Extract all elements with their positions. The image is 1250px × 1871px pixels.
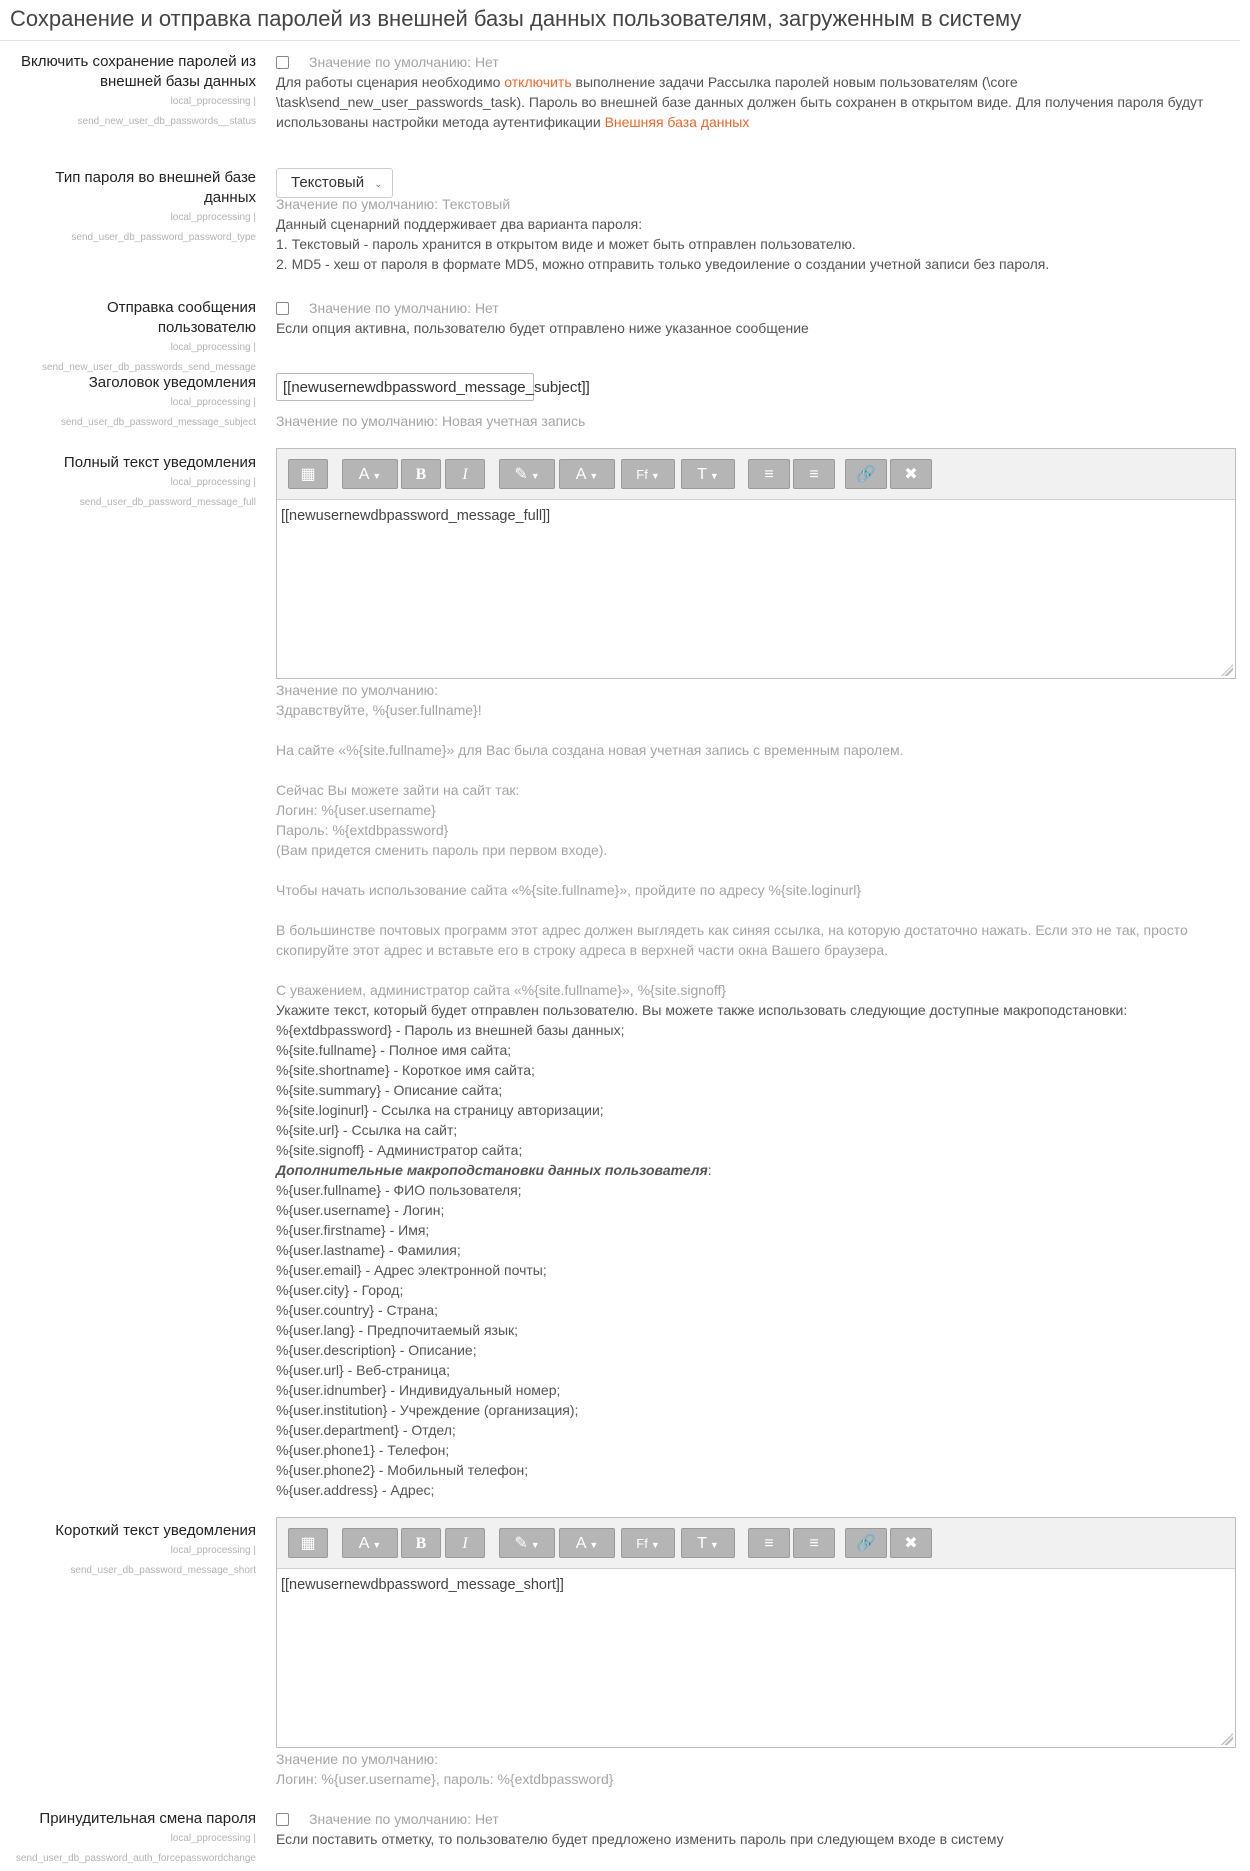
font-size-icon[interactable]: A ▼ bbox=[342, 1528, 398, 1558]
page-title: Сохранение и отправка паролей из внешней базы данных пользователям, загруженным в систему bbox=[0, 0, 1240, 41]
resize-handle[interactable] bbox=[1221, 664, 1233, 676]
font-family-icon[interactable]: Ff ▼ bbox=[621, 1528, 675, 1558]
editor-toolbar bbox=[277, 449, 1235, 500]
setting-label: Заголовок уведомления local_pprocessing | send_user_db_password_message_subject bbox=[60, 374, 256, 428]
ordered-list-icon[interactable]: ≡ bbox=[793, 1528, 835, 1558]
font-family-icon[interactable]: Ff ▼ bbox=[621, 459, 675, 489]
ordered-list-icon[interactable]: ≡ bbox=[793, 459, 835, 489]
italic-icon[interactable]: I bbox=[445, 1528, 485, 1558]
external-db-auth-link[interactable]: Внешняя база данных bbox=[604, 114, 750, 130]
subject-input[interactable]: [[newusernewdbpassword_message_subject]] bbox=[276, 373, 534, 401]
macro-description: Укажите текст, который будет отправлен пользователю. Вы можете также использовать следующие доступные макроподстановки: %{extdbpassword} - Пароль из внешней базы данных; %{site.fullname} - Полное имя сайта; %{site.shortname} - Короткое имя сайта; %{site.summary} - Описание сайта; %{site.loginurl} - Ссылка на страницу авторизации; %{site.url} - Ссылка на сайт; %{site.signoff} - Администратор сайта; Дополнительные макроподстановки данных пользователя: %{user.fullname} - ФИО пользователя; %{user.username} - Логин; %{user.firstname} - Имя; %{user.lastname} - Фамилия; %{user.email} - Адрес электронной почты; %{user.city} - Город; %{user.country} - Страна; %{user.lang} - Предпочитаемый язык; %{user.description} - Описание; %{user.url} - Веб-страница; %{user.idnumber} - Индивидуальный номер; %{user.institution} - Учреждение (организация); %{user.department} - Отдел; %{user.phone1} - Телефон; %{user.phone2} - Мобильный телефон; %{user.address} - Адрес; bbox=[276, 1002, 1128, 1498]
setting-label: Принудительная смена пароля local_pprocessing | send_user_db_password_auth_forcepasswordchange bbox=[15, 1810, 256, 1864]
setting-label: Отправка сообщения пользователю local_pprocessing | send_new_user_db_passwords_send_message bbox=[41, 299, 256, 373]
setting-label: Тип пароля во внешней базе данных local_pprocessing | send_user_db_password_password_type bbox=[55, 169, 256, 243]
bold-icon[interactable]: B bbox=[401, 459, 441, 489]
disable-task-link[interactable]: отключить bbox=[504, 74, 572, 90]
setting-label: Полный текст уведомления local_pprocessing | send_user_db_password_message_full bbox=[63, 454, 256, 508]
short-default-block: Значение по умолчанию: Логин: %{user.username}, пароль: %{extdbpassword} bbox=[276, 1751, 614, 1787]
italic-icon[interactable]: I bbox=[445, 459, 485, 489]
setting-label: Включить сохранение паролей из внешней базы данных local_pprocessing | send_new_user_db_passwords__status bbox=[21, 53, 256, 127]
background-color-icon[interactable]: A ▼ bbox=[559, 1528, 615, 1558]
status-checkbox[interactable] bbox=[276, 56, 289, 69]
bold-icon[interactable]: B bbox=[401, 1528, 441, 1558]
text-color-icon[interactable]: ✎ ▼ bbox=[499, 459, 555, 489]
unlink-icon[interactable]: ✖ bbox=[890, 1528, 932, 1558]
full-text-editor bbox=[276, 448, 1236, 679]
password-type-select[interactable]: Текстовый ⌄ bbox=[276, 168, 393, 198]
font-size-icon[interactable]: A ▼ bbox=[342, 459, 398, 489]
resize-handle[interactable] bbox=[1221, 1733, 1233, 1745]
link-icon[interactable]: 🔗 bbox=[845, 459, 887, 489]
setting-description: Для работы сценария необходимо отключить выполнение задачи Рассылка паролей новым пользователям (\core \task\send_new_user_passwords_task). Пароль во внешней базе данных должен быть сохранен в открытом виде. Для получения пароля будут использованы настройки метода аутентификации Внешняя база данных bbox=[276, 74, 1204, 130]
editor-toolbar bbox=[277, 1518, 1235, 1569]
settings-page: Сохранение и отправка паролей из внешней базы данных пользователям, загруженным в систему Включить сохранение паролей из внешней базы данных local_pprocessing | send_new_user_db_passwords__status Значение по умолчанию: Нет Для работы сценария необходимо отключить выполнение задачи Рассылка паролей новым пользователям (\core \task\send_new_user_passwords_task). Пароль во внешней базе данных должен быть сохранен в открытом виде. Для получения пароля будут использованы настройки метода аутентификации Внешняя база данных Тип пароля во внешней базе данных local_pprocessing | send_user_db_password_password_type Текстовый ⌄ Значение по умолчанию: Текстовый Данный сценарний поддерживает два варианта пароля: 1. Текстовый - пароль хранится в открытом виде и может быть отправлен пользователю. 2. MD5 - хеш от пароля в формате MD5, можно отправить только уведоиление о создании учетной записи без пароля. Отправка сообщения пользователю local_pprocessing | send_new_user_db_passwords_send_message Значение по умолчанию: Нет Если опция активна, пользователю будет отправлено ниже указанное сообщение Заголовок уведомления local_pprocessing | send_user_db_password_message_subject [[newusernewdbpassword_message_subject]] Значение по умолчанию: Новая учетная запись Полный текст уведомления local_pprocessing | send_user_db_password_message_full ▦ A ▼ B I ✎ ▼ A ▼ Ff ▼ T ▼ ≡ ≡ 🔗 ✖ [[newusernewdbpassword_message_full]] Значение по умолчанию: Здравствуйте, %{user.fullname}! На сайте «%{site.fullname}» для Вас была создана новая учетная запись с временным паролем. Сейчас Вы можете зайти на сайт так: Логин: %{user.username} Пароль: %{extdbpassword} (Вам придется сменить пароль при первом входе). Чтобы начать использование сайта «%{site.fullname}», пройдите по адресу %{site.loginurl} В большинстве почтовых программ этот адрес должен выглядеть как синяя ссылка, на которую достаточно нажать. Если это не так, просто скопируйте этот адрес и вставьте его в строку адреса в верхней части окна Вашего браузера. С уважением, администратор сайта «%{site.fullname}», %{site.signoff} Укажите текст, который будет отправлен пользователю. Вы можете также использовать следующие доступные макроподстановки: %{extdbpassword} - Пароль из внешней базы данных; %{site.fullname} - Полное имя сайта; %{site.shortname} - Короткое имя сайта; %{site.summary} - Описание сайта; %{site.loginurl} - Ссылка на страницу авторизации; %{site.url} - Ссылка на сайт; %{site.signoff} - Администратор сайта; Дополнительные макроподстановки данных пользователя: %{user.fullname} - ФИО пользователя; %{user.username} - Логин; %{user.firstname} - Имя; %{user.lastname} - Фамилия; %{user.email} - Адрес электронной почты; %{user.city} - Город; %{user.country} - Страна; %{user.lang} - Предпочитаемый язык; %{user.description} - Описание; %{user.url} - Веб-страница; %{user.idnumber} - Индивидуальный номер; %{user.institution} - Учреждение (организация); %{user.department} - Отдел; %{user.phone1} - Телефон; %{user.phone2} - Мобильный телефон; %{user.address} - Адрес; Короткий текст уведомления local_pprocessing | send_user_db_password_message_short ▦ A ▼ B I ✎ ▼ A ▼ Ff ▼ T ▼ ≡ ≡ 🔗 ✖ [[newusernewdbpassword_message_short]] Значение по умолчанию: Логин: %{user.username}, пароль: %{extdbpassword} Принудительная смена пароля local_pprocessing | send_user_db_password_auth_forcepasswordchange Значение по умолчанию: Нет Если поставить отметку, то пользователю будет предложено изменить пароль при следующем входе в систему bbox=[0, 0, 1250, 1871]
paragraph-style-icon[interactable]: T ▼ bbox=[681, 1528, 735, 1558]
atto-collapse-icon[interactable]: ▦ bbox=[288, 1528, 328, 1558]
paragraph-style-icon[interactable]: T ▼ bbox=[681, 459, 735, 489]
unordered-list-icon[interactable]: ≡ bbox=[748, 1528, 790, 1558]
setting-description: Данный сценарний поддерживает два варианта пароля: 1. Текстовый - пароль хранится в открытом виде и может быть отправлен пользователю. 2. MD5 - хеш от пароля в формате MD5, можно отправить только уведоиление о создании учетной записи без пароля. bbox=[276, 216, 1050, 272]
link-icon[interactable]: 🔗 bbox=[845, 1528, 887, 1558]
chevron-down-icon: ⌄ bbox=[374, 179, 383, 190]
force-change-checkbox[interactable] bbox=[276, 1813, 289, 1826]
short-text-edit-area[interactable]: [[newusernewdbpassword_message_short]] bbox=[277, 1569, 1235, 1747]
atto-collapse-icon[interactable]: ▦ bbox=[288, 459, 328, 489]
user-macro-subheading: Дополнительные макроподстановки данных пользователя bbox=[276, 1162, 708, 1178]
full-text-edit-area[interactable]: [[newusernewdbpassword_message_full]] bbox=[277, 500, 1235, 678]
text-color-icon[interactable]: ✎ ▼ bbox=[499, 1528, 555, 1558]
unlink-icon[interactable]: ✖ bbox=[890, 459, 932, 489]
setting-label: Короткий текст уведомления local_pprocessing | send_user_db_password_message_short bbox=[55, 1522, 256, 1576]
background-color-icon[interactable]: A ▼ bbox=[559, 459, 615, 489]
unordered-list-icon[interactable]: ≡ bbox=[748, 459, 790, 489]
full-default-block: Значение по умолчанию: Здравствуйте, %{user.fullname}! На сайте «%{site.fullname}» для Вас была создана новая учетная запись с временным паролем. Сейчас Вы можете зайти на сайт так: Логин: %{user.username} Пароль: %{extdbpassword} (Вам придется сменить пароль при первом входе). Чтобы начать использование сайта «%{site.fullname}», пройдите по адресу %{site.loginurl} В большинстве почтовых программ этот адрес должен выглядеть как синяя ссылка, на которую достаточно нажать. Если это не так, просто скопируйте этот адрес и вставьте его в строку адреса в верхней части окна Вашего браузера. С уважением, администратор сайта «%{site.fullname}», %{site.signoff} bbox=[276, 682, 1188, 998]
short-text-editor bbox=[276, 1517, 1236, 1748]
send-message-checkbox[interactable] bbox=[276, 302, 289, 315]
